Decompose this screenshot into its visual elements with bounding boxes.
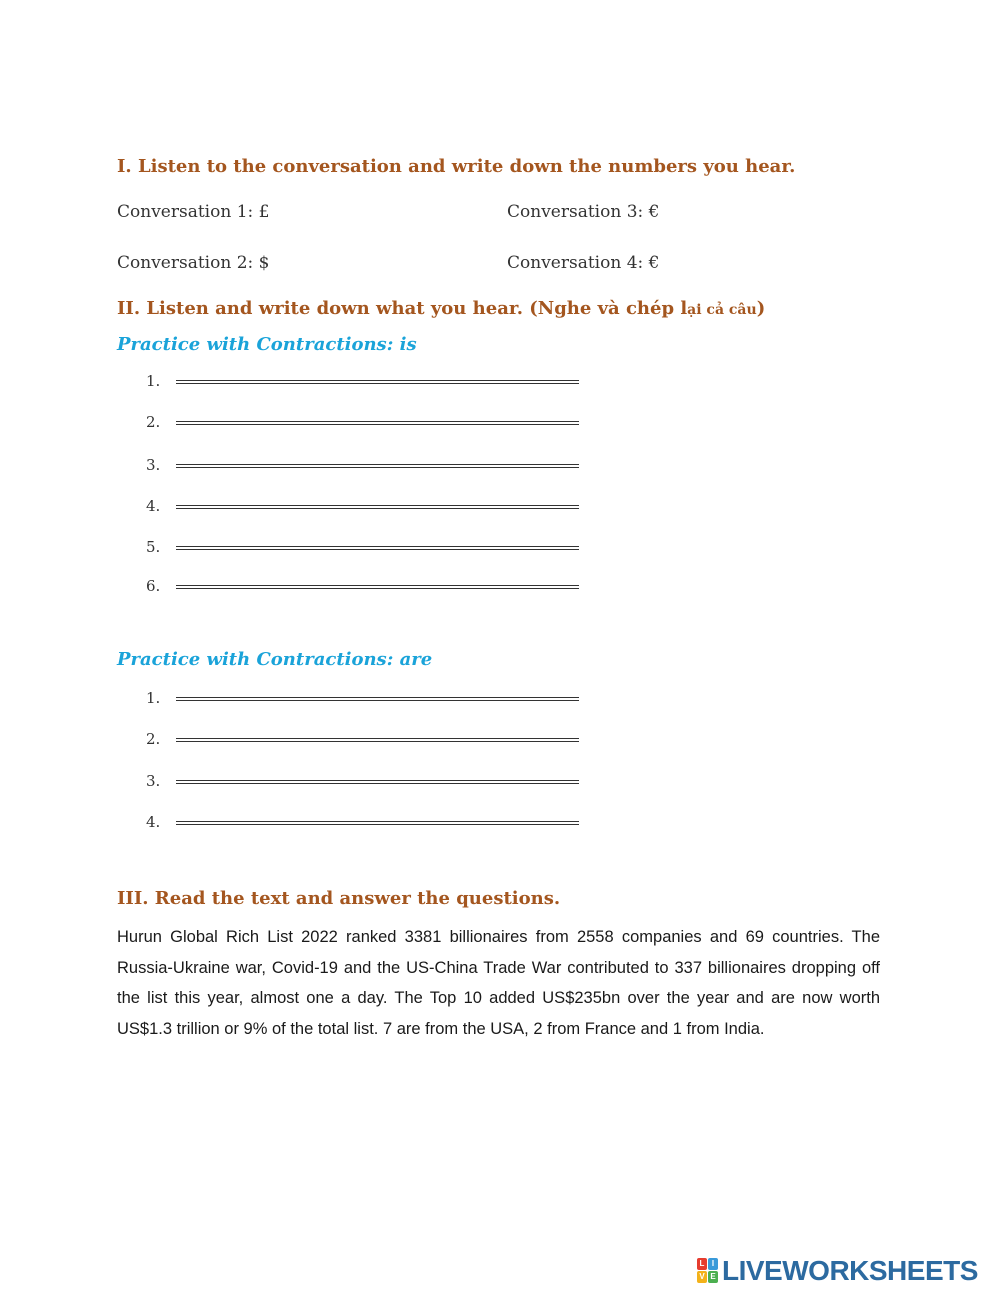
section-1-heading: I. Listen to the conversation and write down the numbers you hear. (117, 156, 796, 177)
section-3-heading: III. Read the text and answer the questions. (117, 888, 561, 909)
practice-are-item-number: 4. (146, 813, 161, 831)
practice-is-answer-line[interactable] (176, 380, 579, 381)
section-2-heading-main: II. Listen and write down what you hear. (Nghe và chép l (117, 298, 688, 319)
practice-is-item-number: 4. (146, 497, 161, 515)
conversation-1-label: Conversation 1: £ (117, 202, 270, 222)
practice-are-answer-line[interactable] (176, 697, 579, 698)
practice-is-item-number: 6. (146, 577, 161, 595)
practice-is-answer-line[interactable] (176, 505, 579, 506)
practice-are-title: Practice with Contractions: are (117, 649, 433, 670)
practice-are-answer-line[interactable] (176, 738, 579, 739)
practice-is-item-number: 2. (146, 413, 161, 431)
logo-letter-l: L (697, 1258, 707, 1270)
practice-are-item-number: 2. (146, 730, 161, 748)
practice-is-answer-line[interactable] (176, 464, 579, 465)
conversation-3-label: Conversation 3: € (507, 202, 660, 222)
section-2-heading (117, 298, 765, 319)
logo-letter-i: I (708, 1258, 718, 1270)
practice-are-item-number: 3. (146, 772, 161, 790)
conversation-2-label: Conversation 2: $ (117, 253, 270, 273)
logo-mark-icon (697, 1258, 719, 1284)
practice-is-answer-line[interactable] (176, 421, 579, 422)
practice-is-item-number: 3. (146, 456, 161, 474)
liveworksheets-logo (697, 1254, 978, 1288)
reading-passage: Hurun Global Rich List 2022 ranked 3381 billionaires from 2558 companies and 69 countries. The Russia-Ukraine war, Covid-19 and the US-China Trade War contributed to 337 billionaires dropping off the list this year, almost one a day. The Top 10 added US$235bn over the year and are now worth US$1.3 trillion or 9% of the total list. 7 are from the USA, 2 from France and 1 from India. (117, 928, 880, 1038)
practice-is-answer-line[interactable] (176, 585, 579, 586)
practice-are-answer-line[interactable] (176, 821, 579, 822)
practice-is-title: Practice with Contractions: is (117, 334, 417, 355)
section-2-heading-end: ) (756, 298, 766, 319)
logo-letter-v: V (697, 1271, 707, 1283)
practice-is-item-number: 5. (146, 538, 161, 556)
section-2-heading-viet: ại cả câu (687, 302, 757, 318)
practice-is-answer-line[interactable] (176, 546, 579, 547)
conversation-4-label: Conversation 4: € (507, 253, 660, 273)
logo-text: LIVEWORKSHEETS (722, 1255, 978, 1286)
logo-letter-e: E (708, 1271, 718, 1283)
practice-is-item-number: 1. (146, 372, 161, 390)
practice-are-answer-line[interactable] (176, 780, 579, 781)
practice-are-item-number: 1. (146, 689, 161, 707)
